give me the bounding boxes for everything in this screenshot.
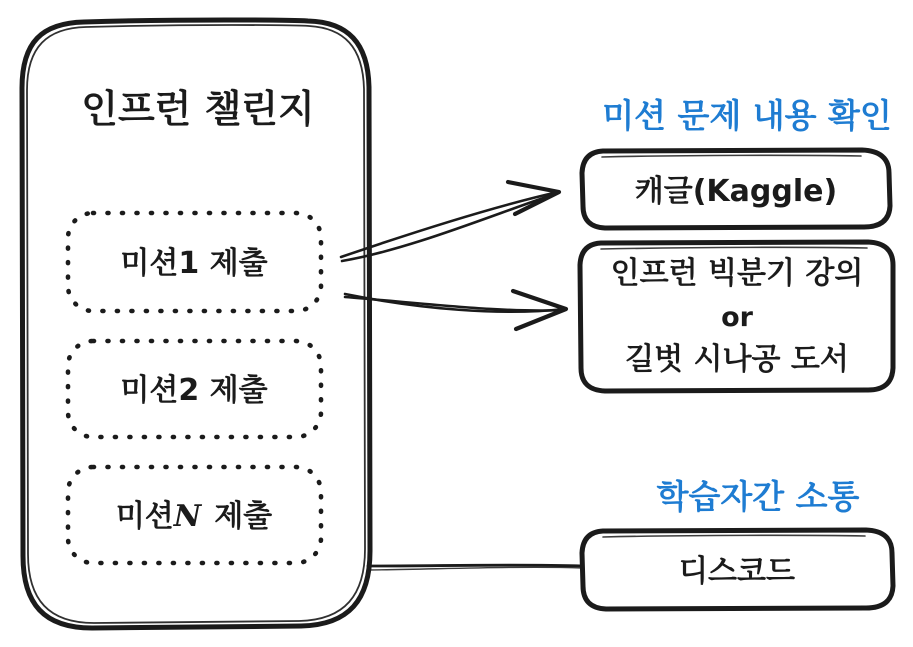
arrow-to-kaggle-line-b (342, 193, 558, 261)
kaggle-label: 캐글(Kaggle) (634, 174, 838, 209)
connector-to-discord-line-a (368, 565, 583, 566)
missionN-label (116, 499, 272, 534)
missionN-label-suffix: 제출 (214, 499, 273, 534)
course-line2: or (721, 302, 753, 333)
challenge-panel (22, 20, 370, 628)
communication-heading: 학습자간 소통 (656, 477, 860, 516)
mission1-label: 미션1 제출 (120, 246, 268, 281)
arrow-to-course-book (345, 291, 566, 329)
arrow-to-kaggle-line-a (341, 192, 558, 257)
communication-section (582, 477, 893, 609)
course-line3: 길벗 시나공 도서 (625, 342, 849, 377)
connector-to-discord (368, 565, 583, 570)
mission-check-heading: 미션 문제 내용 확인 (602, 96, 892, 135)
challenge-panel-title: 인프런 챌린지 (81, 87, 315, 131)
missionN-label-prefix: 미션 (115, 499, 174, 534)
mission-check-section (580, 96, 893, 391)
missionN-label-n: N (173, 499, 202, 534)
course-line1: 인프런 빅분기 강의 (610, 256, 864, 291)
discord-label: 디스코드 (679, 554, 795, 589)
arrow-to-kaggle (341, 182, 559, 261)
mission2-label: 미션2 제출 (120, 373, 268, 408)
connector-to-discord-line-b (368, 567, 583, 570)
